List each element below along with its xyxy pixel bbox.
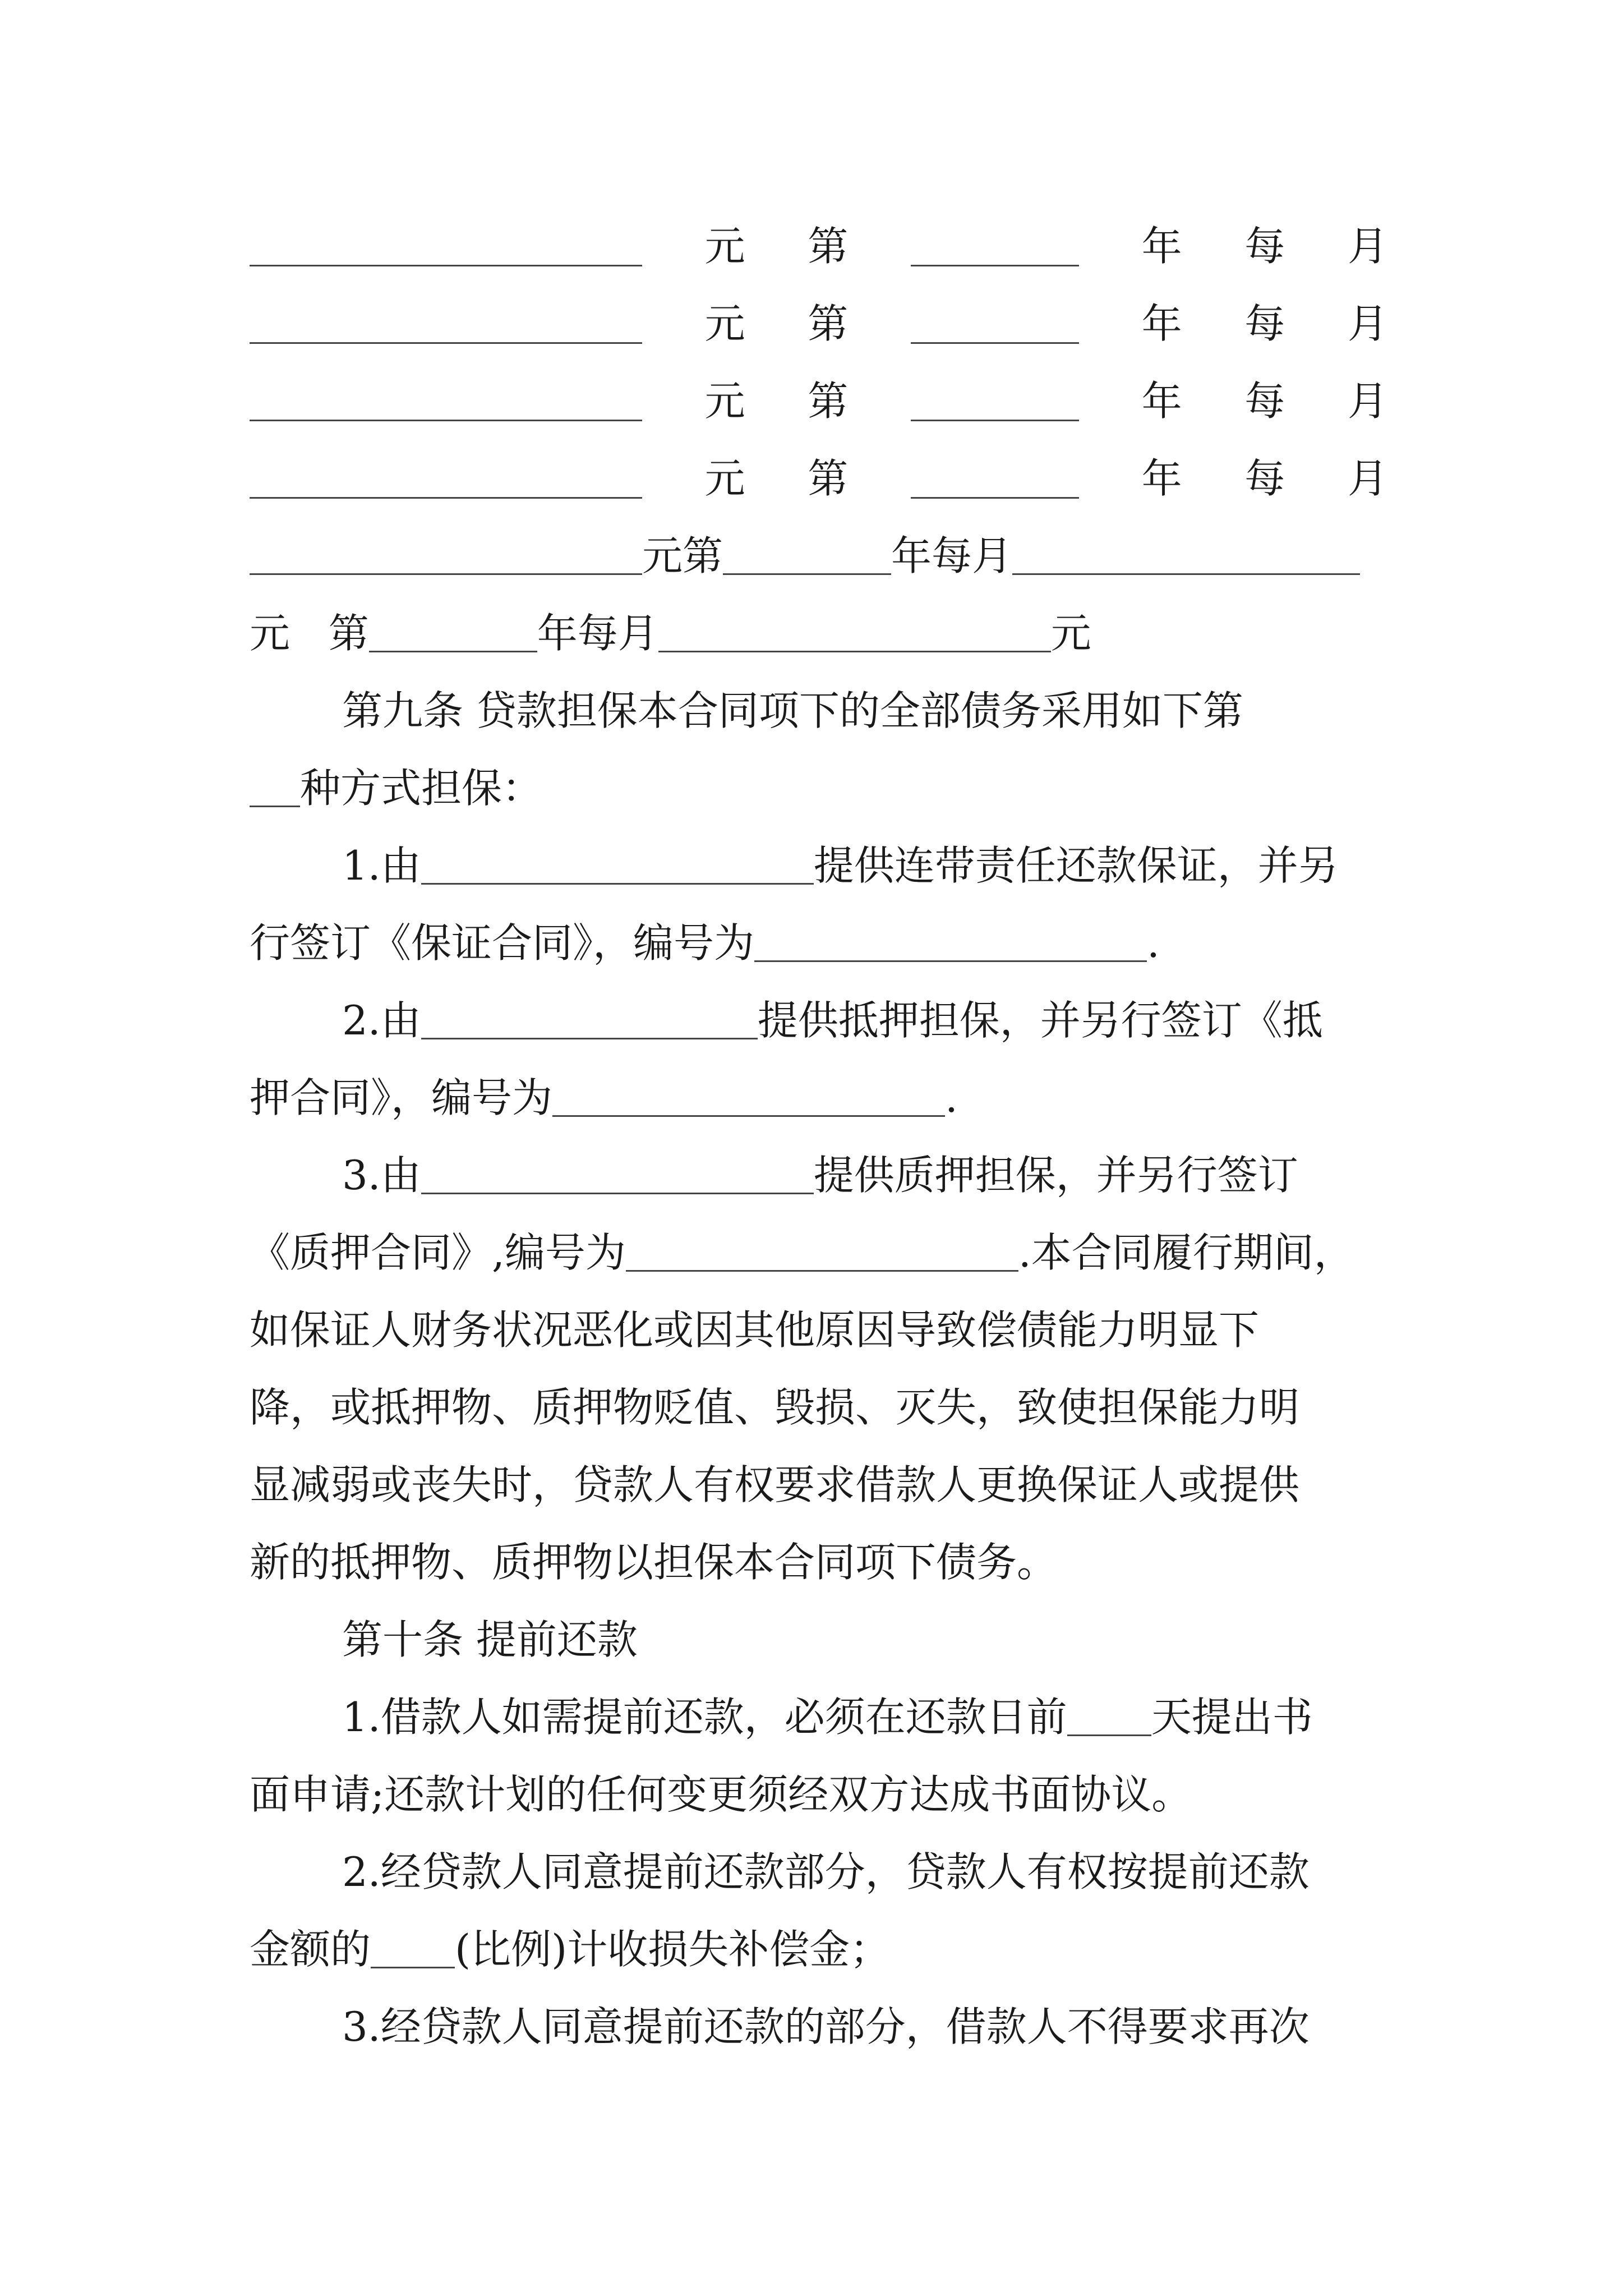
article10-item3	[250, 1988, 1388, 2065]
yuan-label: 元	[704, 223, 745, 270]
item-text: .本合同履行期间，	[1018, 1229, 1354, 1276]
article10-item1-cont	[250, 1756, 1388, 1833]
item-text: 押合同》，编号为	[250, 1074, 553, 1121]
paragraph-text: 如保证人财务状况恶化或因其他原因导致偿债能力明显下	[250, 1306, 1260, 1354]
yue-label: 月	[1347, 223, 1388, 270]
paragraph-text: 降，或抵押物、质押物贬值、毁损、灭失，致使担保能力明	[250, 1384, 1300, 1431]
mei-label: 每	[1244, 455, 1285, 502]
item-text: 提供抵押担保，并另行签订《抵	[757, 997, 1323, 1044]
article9-heading	[250, 672, 1388, 749]
article10-item2-cont	[250, 1911, 1388, 1988]
nian-label: 年	[1141, 223, 1182, 270]
nian-label: 年	[1141, 378, 1182, 425]
schedule-line-1	[250, 208, 1388, 285]
blank-method-number[interactable]	[250, 767, 300, 807]
article9-item1	[250, 827, 1388, 904]
article9-item1-cont	[250, 904, 1388, 982]
schedule-line-6	[250, 595, 1388, 672]
article9-heading-text: 第九条 贷款担保本合同项下的全部债务采用如下第	[342, 687, 1243, 734]
yuan-label: 元	[704, 455, 745, 502]
blank-contract-number[interactable]	[626, 1231, 1018, 1271]
schedule-line-4	[250, 440, 1388, 517]
di-label: 第	[808, 300, 849, 347]
article9-line2	[250, 749, 1388, 827]
di-label: 第	[328, 610, 369, 657]
blank-amount-field[interactable]	[250, 226, 642, 266]
blank-year-field[interactable]	[911, 226, 1079, 266]
article9-para-1	[250, 1291, 1388, 1369]
yue-label: 月	[1347, 300, 1388, 347]
blank-amount-field[interactable]	[250, 535, 642, 574]
nian-mei-yue-label: 年每月	[891, 532, 1013, 579]
blank-year-field[interactable]	[911, 303, 1079, 343]
article9-item2-cont	[250, 1059, 1388, 1137]
item-number: 1.由	[342, 842, 421, 889]
paragraph-text: 新的抵押物、质押物以担保本合同项下债务。	[250, 1539, 1058, 1586]
schedule-line-2	[250, 285, 1388, 362]
article9-para-4	[250, 1524, 1388, 1601]
yuan-label: 元	[704, 300, 745, 347]
schedule-line-3	[250, 362, 1388, 440]
article10-item2	[250, 1833, 1388, 1911]
di-label: 第	[808, 378, 849, 425]
nian-label: 年	[1141, 300, 1182, 347]
blank-amount-field[interactable]	[250, 458, 642, 498]
blank-amount-field[interactable]	[250, 303, 642, 343]
item-text: 3.经贷款人同意提前还款的部分，借款人不得要求再次	[342, 2003, 1310, 2050]
blank-contract-number[interactable]	[754, 922, 1147, 961]
mei-label: 每	[1244, 300, 1285, 347]
item-text: 2.经贷款人同意提前还款部分，贷款人有权按提前还款	[342, 1848, 1310, 1895]
yuan-di-label: 元第	[642, 532, 723, 579]
yue-label: 月	[1347, 378, 1388, 425]
item-text: 《质押合同》,编号为	[250, 1229, 626, 1276]
blank-pledgor-field[interactable]	[421, 1154, 814, 1194]
blank-amount-field[interactable]	[1012, 535, 1360, 574]
blank-year-field[interactable]	[911, 381, 1079, 421]
di-label: 第	[808, 455, 849, 502]
mei-label: 每	[1244, 378, 1285, 425]
article9-line2-text: 种方式担保：	[300, 765, 543, 812]
yuan-label: 元	[704, 378, 745, 425]
blank-year-field[interactable]	[723, 535, 891, 574]
blank-ratio-field[interactable]	[371, 1928, 455, 1968]
article10-heading	[250, 1601, 1388, 1678]
article10-heading-text: 第十条 提前还款	[342, 1616, 638, 1663]
item-text: 提供质押担保，并另行签订	[813, 1152, 1298, 1199]
item-text: 金额的	[250, 1926, 371, 1973]
article9-item3	[250, 1137, 1388, 1214]
item-number: 3.由	[342, 1152, 421, 1199]
article9-para-2	[250, 1369, 1388, 1446]
blank-year-field[interactable]	[911, 458, 1079, 498]
item-text: 提供连带责任还款保证，并另	[813, 842, 1339, 889]
period: .	[945, 1074, 958, 1121]
document-page	[250, 208, 1388, 2065]
item-text: 行签订《保证合同》，编号为	[250, 919, 755, 967]
article9-item3-cont	[250, 1214, 1388, 1291]
blank-amount-field[interactable]	[658, 612, 1051, 652]
article9-para-3	[250, 1446, 1388, 1524]
yuan-label: 元	[1050, 610, 1091, 657]
paragraph-text: 显减弱或丧失时，贷款人有权要求借款人更换保证人或提供	[250, 1461, 1300, 1508]
blank-days-field[interactable]	[1067, 1696, 1151, 1736]
yue-label: 月	[1347, 455, 1388, 502]
di-label: 第	[808, 223, 849, 270]
item-text: 天提出书	[1151, 1694, 1313, 1741]
nian-mei-yue-label: 年每月	[537, 610, 658, 657]
item-text: 面申请;还款计划的任何变更须经双方达成书面协议。	[250, 1771, 1192, 1818]
article9-item2	[250, 982, 1388, 1059]
article10-item1	[250, 1678, 1388, 1756]
blank-mortgagor-field[interactable]	[421, 999, 758, 1039]
item-number: 2.由	[342, 997, 421, 1044]
schedule-line-5	[250, 517, 1388, 595]
blank-year-field[interactable]	[369, 612, 537, 652]
yuan-label: 元	[250, 610, 291, 657]
mei-label: 每	[1244, 223, 1285, 270]
blank-contract-number[interactable]	[552, 1076, 945, 1116]
item-text: 1.借款人如需提前还款，必须在还款日前	[342, 1694, 1067, 1741]
blank-amount-field[interactable]	[250, 381, 642, 421]
nian-label: 年	[1141, 455, 1182, 502]
item-text: (比例)计收损失补偿金；	[455, 1926, 891, 1973]
blank-guarantor-field[interactable]	[421, 844, 814, 884]
period: .	[1147, 919, 1160, 967]
